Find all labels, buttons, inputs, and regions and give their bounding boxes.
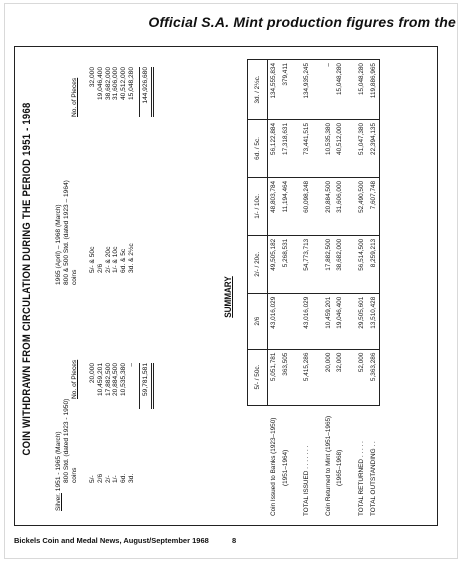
summary-cell: 17,882,500: [323, 235, 335, 293]
summary-row: [268, 60, 280, 520]
summary-row: [356, 60, 368, 520]
silver-heading-line3: coins: [71, 467, 78, 483]
summary-table: [247, 59, 380, 519]
summary-cell: 60,098,248: [301, 177, 313, 235]
silver-pieces-value: 20,884,500: [112, 363, 120, 397]
summary-column-header: 6d. / 5c.: [248, 119, 268, 177]
summary-cell: 52,000: [356, 349, 368, 405]
period-pieces-header: No. of Pieces: [71, 77, 78, 117]
summary-cell: 5,363,286: [368, 349, 380, 405]
period-pieces-value: 15,048,280: [127, 67, 135, 101]
summary-spacer-cell: [291, 293, 301, 349]
summary-cell: 8,259,213: [368, 235, 380, 293]
summary-cell: 19,046,400: [334, 293, 346, 349]
summary-row: [280, 60, 292, 520]
summary-cell: 5,415,286: [301, 349, 313, 405]
summary-row-label: [268, 405, 280, 519]
summary-cell: 22,394,135: [368, 119, 380, 177]
summary-row-label-text: TOTAL OUTSTANDING . .: [369, 441, 377, 516]
summary-title: SUMMARY: [223, 276, 233, 318]
summary-row-label-text: (1951–1964): [281, 449, 289, 486]
summary-row-label-text: TOTAL ISSUED . . . . . . .: [303, 445, 311, 516]
silver-pieces-value: –: [127, 363, 135, 367]
summary-column-header: 2/- / 20c.: [248, 235, 268, 293]
period-total-double-rule: [151, 67, 154, 117]
period-pieces-value: 19,046,400: [96, 67, 104, 101]
summary-row-label-text: (1965–1968): [336, 449, 344, 486]
period-heading-line3: coins: [71, 269, 78, 285]
summary-row: [334, 60, 346, 520]
summary-spacer-cell: [346, 293, 356, 349]
summary-spacer-row: [313, 60, 323, 520]
summary-cell: 15,048,280: [356, 60, 368, 120]
summary-cell: 10,535,380: [323, 119, 335, 177]
silver-total-rule: [139, 363, 140, 409]
silver-total: 59,781,581: [142, 363, 149, 397]
summary-row: [368, 60, 380, 520]
summary-cell: 38,682,000: [334, 235, 346, 293]
period-denomination: 1/- & 10c: [112, 246, 120, 273]
summary-header-blank: [248, 405, 268, 519]
summary-spacer-row: [291, 60, 301, 520]
summary-row: [323, 60, 335, 520]
summary-row-label-text: Coin Issued to Banks (1923–1950): [269, 417, 277, 516]
summary-cell: 11,194,464: [280, 177, 292, 235]
header-title: Official S.A. Mint production figures from the: [148, 14, 456, 30]
period-total: 144,926,680: [142, 67, 149, 104]
summary-column-header: 1/- / 10c.: [248, 177, 268, 235]
silver-pieces-header: No. of Pieces: [71, 359, 78, 399]
period-denomination: 2/- & 20c: [104, 246, 112, 273]
summary-cell: 119,886,965: [368, 60, 380, 120]
silver-denomination: 5/-: [89, 475, 96, 483]
silver-heading-line2: 800 Std. (dated 1923 - 1950): [63, 398, 70, 483]
summary-cell: 40,512,000: [334, 119, 346, 177]
silver-denomination: 3d.: [127, 473, 135, 483]
silver-pieces-value: 20,000: [89, 363, 96, 384]
summary-spacer-cell: [346, 349, 356, 405]
summary-spacer-cell: [346, 235, 356, 293]
silver-denomination: 2/6: [96, 473, 104, 483]
summary-spacer-cell: [313, 293, 323, 349]
summary-spacer-cell: [291, 349, 301, 405]
rotated-document: [15, 47, 438, 526]
summary-spacer-cell: [346, 60, 356, 120]
summary-row-label: [334, 405, 346, 519]
summary-spacer-cell: [313, 405, 323, 519]
footer-publication: Bickels Coin and Medal News, August/September 1968: [14, 536, 209, 545]
summary-spacer-cell: [313, 119, 323, 177]
summary-cell: 17,318,631: [280, 119, 292, 177]
summary-row-label: [356, 405, 368, 519]
summary-row-label: [368, 405, 380, 519]
period-denomination: 2/6: [96, 263, 104, 273]
summary-cell: 29,505,601: [356, 293, 368, 349]
summary-spacer-cell: [313, 349, 323, 405]
summary-cell: 43,016,029: [268, 293, 280, 349]
summary-row: [301, 60, 313, 520]
summary-cell: 48,803,784: [268, 177, 280, 235]
summary-cell: 15,048,280: [334, 60, 346, 120]
summary-cell: 73,441,515: [301, 119, 313, 177]
summary-cell: 49,505,182: [268, 235, 280, 293]
period-total-rule: [139, 67, 140, 117]
summary-row-label: [280, 405, 292, 519]
summary-row-label-text: TOTAL RETURNED . . . . .: [357, 441, 365, 516]
summary-cell: 7,607,748: [368, 177, 380, 235]
summary-cell: 56,122,884: [268, 119, 280, 177]
summary-spacer-cell: [291, 119, 301, 177]
summary-spacer-row: [346, 60, 356, 520]
period-pieces-value: 31,606,000: [112, 67, 120, 101]
summary-column-header: 2/6: [248, 293, 268, 349]
document-frame: [14, 46, 438, 526]
summary-spacer-cell: [291, 235, 301, 293]
footer-page-number: 8: [232, 536, 237, 545]
summary-row-label-text: Coin Returned to Mint (1951–1965): [324, 415, 332, 516]
silver-heading-line1: 1951 - 1965 (March): [55, 431, 62, 492]
summary-cell: 56,514,500: [356, 235, 368, 293]
period-denomination: 5/- & 50c: [89, 246, 96, 273]
summary-row-label: [323, 405, 335, 519]
summary-spacer-cell: [346, 119, 356, 177]
document-title: COIN WITHDRAWN FROM CIRCULATION DURING THE PERIOD 1951 - 1968: [21, 102, 33, 456]
period-pieces-value: 38,682,000: [104, 67, 112, 101]
summary-header-row: [248, 60, 268, 520]
silver-total-double-rule: [151, 363, 154, 409]
period-denomination-list: [89, 213, 136, 273]
summary-cell: 20,884,500: [323, 177, 335, 235]
summary-spacer-cell: [313, 235, 323, 293]
summary-cell: 10,459,201: [323, 293, 335, 349]
silver-denomination: 2/-: [104, 475, 112, 483]
summary-cell: 134,555,834: [268, 60, 280, 120]
period-pieces-list: [89, 67, 136, 125]
summary-cell: 20,000: [323, 349, 335, 405]
summary-row-label: [301, 405, 313, 519]
silver-pieces-value: 17,882,500: [104, 363, 112, 397]
summary-cell: 5,268,531: [280, 235, 292, 293]
summary-cell: 52,490,500: [356, 177, 368, 235]
summary-cell: 31,606,000: [334, 177, 346, 235]
summary-cell: 54,773,713: [301, 235, 313, 293]
summary-spacer-cell: [291, 60, 301, 120]
summary-spacer-cell: [313, 60, 323, 120]
summary-spacer-cell: [346, 177, 356, 235]
summary-cell: 51,047,380: [356, 119, 368, 177]
silver-pieces-value: 10,535,380: [120, 363, 128, 397]
silver-heading: [55, 399, 79, 511]
period-heading-line2: 800 & 500 Std. (dated 1923 – 1964): [63, 180, 70, 285]
summary-spacer-cell: [291, 405, 301, 519]
summary-cell: 32,000: [334, 349, 346, 405]
period-heading-line1: 1965 (April) – 1968 (March): [55, 204, 62, 285]
summary-spacer-cell: [313, 177, 323, 235]
period-denomination: 6d. & 5c: [120, 248, 128, 273]
summary-cell: [280, 293, 292, 349]
summary-cell: 363,505: [280, 349, 292, 405]
summary-column-header: 3d. / 2½c.: [248, 60, 268, 120]
summary-cell: 134,935,245: [301, 60, 313, 120]
silver-denomination: 6d.: [120, 473, 128, 483]
silver-denomination-list: [89, 443, 136, 483]
summary-cell: 379,411: [280, 60, 292, 120]
period-denomination: 3d. & 2½c: [127, 243, 135, 273]
period-pieces-value: 32,000: [89, 67, 96, 88]
summary-cell: 13,510,428: [368, 293, 380, 349]
silver-pieces-value: 10,459,201: [96, 363, 104, 397]
silver-denomination: 1/-: [112, 475, 120, 483]
summary-cell: 5,051,781: [268, 349, 280, 405]
silver-pieces-list: [89, 363, 136, 415]
summary-body: [268, 60, 380, 520]
silver-heading-prefix: Silver.: [55, 493, 62, 511]
summary-spacer-cell: [346, 405, 356, 519]
period-heading: [55, 180, 79, 285]
period-pieces-value: 40,512,000: [120, 67, 128, 101]
summary-column-header: 5/- / 50c.: [248, 349, 268, 405]
summary-cell: –: [323, 60, 335, 120]
summary-cell: 43,016,029: [301, 293, 313, 349]
summary-spacer-cell: [291, 177, 301, 235]
